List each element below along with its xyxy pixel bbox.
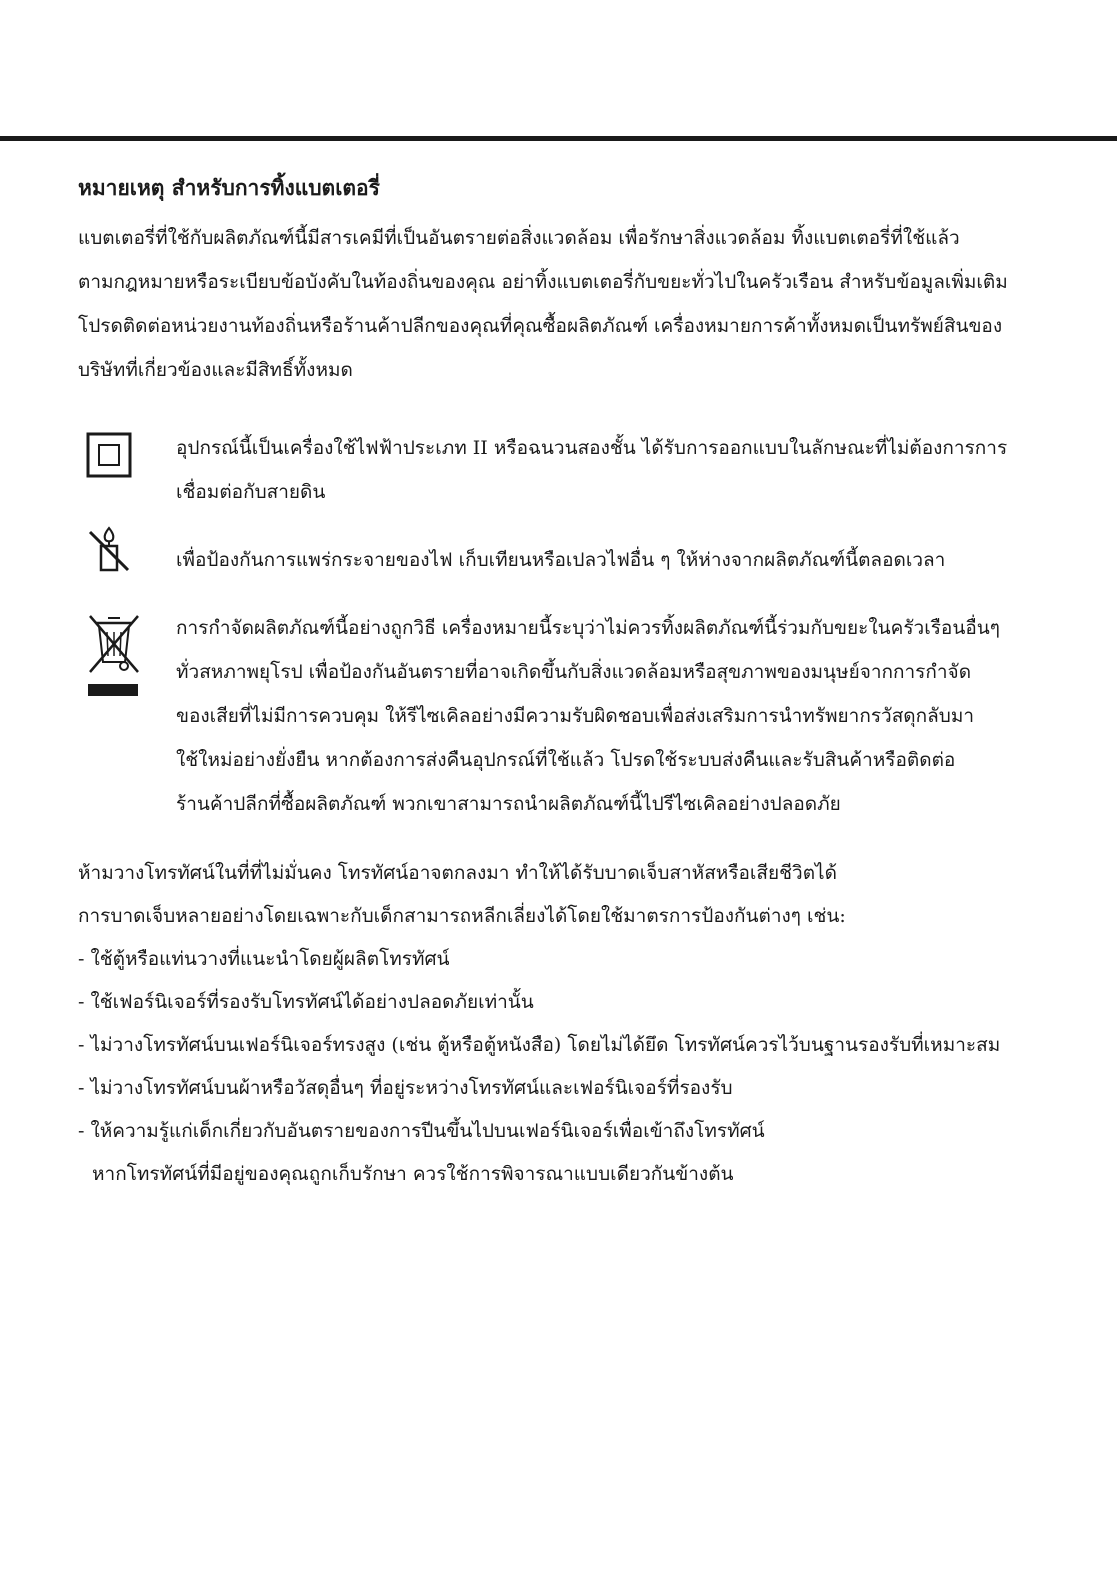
tv-safety-section xyxy=(78,852,1078,1196)
battery-note-line: ตามกฎหมายหรือระเบียบข้อบังคับในท้องถิ่นของคุณ อย่าทิ้งแบตเตอรี่กับขยะทั่วไปในครัวเรือน สำหรับข้อมูลเพิ่มเติม xyxy=(78,271,1008,293)
weee-line: การกำจัดผลิตภัณฑ์นี้อย่างถูกวิธี เครื่องหมายนี้ระบุว่าไม่ควรทิ้งผลิตภัณฑ์นี้ร่วมกับขยะในครัวเรือนอื่นๆ xyxy=(176,617,1000,639)
document-body xyxy=(78,168,1078,1196)
tv-safety-bullet: - ให้ความรู้แก่เด็กเกี่ยวกับอันตรายของการปีนขึ้นไปบนเฟอร์นิเจอร์เพื่อเข้าถึงโทรทัศน์ xyxy=(78,1120,765,1142)
crossed-bin-icon xyxy=(86,612,142,702)
class2-line: อุปกรณ์นี้เป็นเครื่องใช้ไฟฟ้าประเภท II หรือฉนวนสองชั้น ได้รับการออกแบบในลักษณะที่ไม่ต้องการการ xyxy=(176,437,1008,459)
battery-note-line: บริษัทที่เกี่ยวข้องและมีสิทธิ์ทั้งหมด xyxy=(78,359,353,381)
battery-note-heading: หมายเหตุ สำหรับการทิ้งแบตเตอรี่ xyxy=(78,175,380,200)
tv-safety-line: ห้ามวางโทรทัศน์ในที่ที่ไม่มั่นคง โทรทัศน์อาจตกลงมา ทำให้ได้รับบาดเจ็บสาหัสหรือเสียชีวิตได้ xyxy=(78,862,837,884)
double-insulation-icon xyxy=(86,432,132,478)
weee-section xyxy=(78,606,1078,826)
tv-safety-bullet: - ไม่วางโทรทัศน์บนผ้าหรือวัสดุอื่นๆ ที่อยู่ระหว่างโทรทัศน์และเฟอร์นิเจอร์ที่รองรับ xyxy=(78,1077,733,1099)
candle-line: เพื่อป้องกันการแพร่กระจายของไฟ เก็บเทียนหรือเปลวไฟอื่น ๆ ให้ห่างจากผลิตภัณฑ์นี้ตลอดเวลา xyxy=(176,549,946,571)
tv-safety-line: หากโทรทัศน์ที่มีอยู่ของคุณถูกเก็บรักษา ควรใช้การพิจารณาแบบเดียวกันข้างต้น xyxy=(92,1163,734,1185)
battery-note-line: แบตเตอรี่ที่ใช้กับผลิตภัณฑ์นี้มีสารเคมีที่เป็นอันตรายต่อสิ่งแวดล้อม เพื่อรักษาสิ่งแวดล้อม ทิ้งแบตเตอรี่ที่ใช้แล้ว xyxy=(78,227,960,249)
weee-line: ร้านค้าปลีกที่ซื้อผลิตภัณฑ์ พวกเขาสามารถนำผลิตภัณฑ์นี้ไปรีไซเคิลอย่างปลอดภัย xyxy=(176,793,841,815)
candle-section xyxy=(78,538,1078,582)
class2-line: เชื่อมต่อกับสายดิน xyxy=(176,481,326,503)
battery-note-line: โปรดติดต่อหน่วยงานท้องถิ่นหรือร้านค้าปลีกของคุณที่คุณซื้อผลิตภัณฑ์ เครื่องหมายการค้าทั้งหมดเป็นทรัพย์สินของ xyxy=(78,315,1003,337)
no-candle-icon xyxy=(86,524,132,574)
top-rule xyxy=(0,136,1117,141)
tv-safety-line: การบาดเจ็บหลายอย่างโดยเฉพาะกับเด็กสามารถหลีกเลี่ยงได้โดยใช้มาตรการป้องกันต่างๆ เช่น: xyxy=(78,905,846,927)
tv-safety-bullet: - ไม่วางโทรทัศน์บนเฟอร์นิเจอร์ทรงสูง (เช่น ตู้หรือตู้หนังสือ) โดยไม่ได้ยึด โทรทัศน์ควรไว้บนฐานรองรับที่เหมาะสม xyxy=(78,1034,1001,1056)
tv-safety-bullet: - ใช้ตู้หรือแท่นวางที่แนะนำโดยผู้ผลิตโทรทัศน์ xyxy=(78,948,450,970)
weee-line: ใช้ใหม่อย่างยั่งยืน หากต้องการส่งคืนอุปกรณ์ที่ใช้แล้ว โปรดใช้ระบบส่งคืนและรับสินค้าหรือติดต่อ xyxy=(176,749,956,771)
weee-line: ทั่วสหภาพยุโรป เพื่อป้องกันอันตรายที่อาจเกิดขึ้นกับสิ่งแวดล้อมหรือสุขภาพของมนุษย์จากการกำจัด xyxy=(176,661,972,683)
tv-safety-bullet: - ใช้เฟอร์นิเจอร์ที่รองรับโทรทัศน์ได้อย่างปลอดภัยเท่านั้น xyxy=(78,991,534,1013)
battery-note-section xyxy=(78,168,1078,392)
weee-line: ของเสียที่ไม่มีการควบคุม ให้รีไซเคิลอย่างมีความรับผิดชอบเพื่อส่งเสริมการนำทรัพยากรวัสดุกลับมา xyxy=(176,705,975,727)
class2-section xyxy=(78,426,1078,514)
